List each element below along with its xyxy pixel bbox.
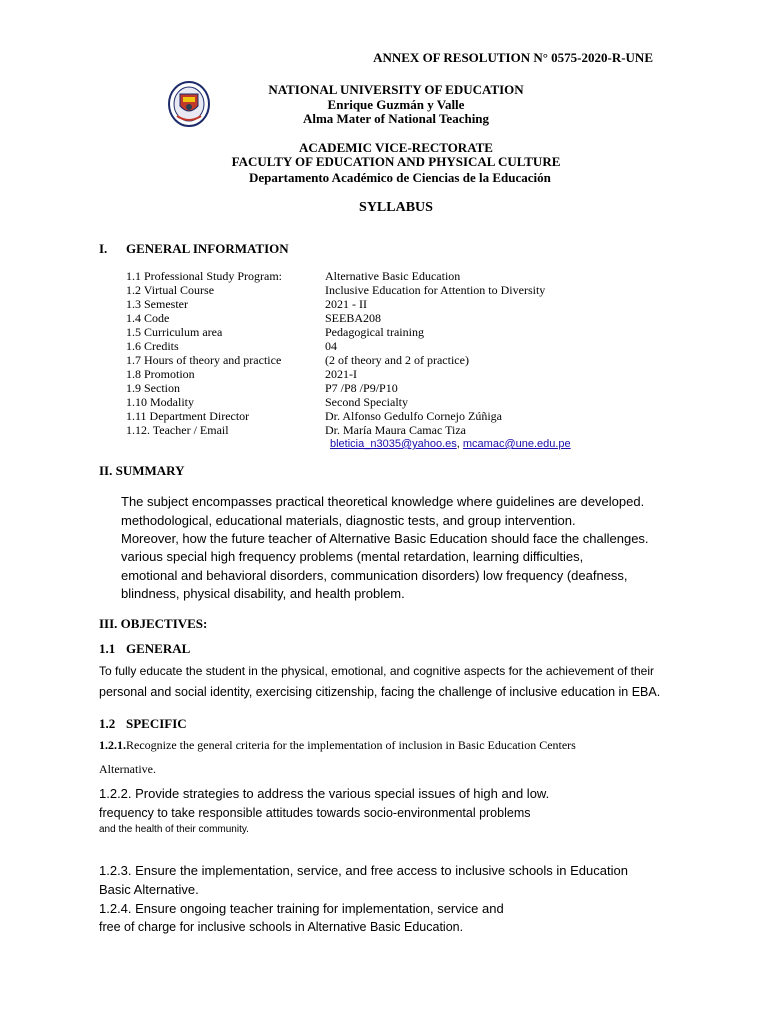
info-value: SEEBA208 (325, 311, 382, 325)
section-heading-objectives: III. OBJECTIVES: (99, 616, 208, 631)
info-value: Pedagogical training (325, 325, 424, 339)
university-motto: Alma Mater of National Teaching (302, 111, 490, 126)
document-title: SYLLABUS (359, 200, 433, 215)
summary-line: emotional and behavioral disorders, communication disorders) low frequency (deafness, (121, 568, 628, 583)
email-link-une[interactable]: mcamac@une.edu.pe (462, 438, 571, 450)
specific-objective-2-line: 1.2.2. Provide strategies to address the various special issues of high and low. (99, 786, 550, 801)
info-label: 1.4 Code (126, 311, 170, 325)
subsection-heading-general: GENERAL (126, 641, 191, 656)
section-heading-general-info: GENERAL INFORMATION (126, 241, 289, 256)
objective-number: 1.2.1. (99, 738, 126, 752)
info-label: 1.12. Teacher / Email (126, 423, 229, 437)
specific-objective-3-line: 1.2.3. Ensure the implementation, service, and free access to inclusive schools in Education (99, 863, 628, 878)
info-label: 1.3 Semester (126, 297, 188, 311)
subsection-number: 1.2 (99, 716, 116, 731)
specific-objective-4-line: free of charge for inclusive schools in Alternative Basic Education. (99, 920, 464, 934)
info-value: Inclusive Education for Attention to Diversity (325, 283, 546, 297)
info-label: 1.9 Section (126, 381, 180, 395)
faculty-name: FACULTY OF EDUCATION AND PHYSICAL CULTURE (231, 154, 561, 169)
annex-resolution: ANNEX OF RESOLUTION N° 0575-2020-R-UNE (373, 50, 653, 65)
email-separator: , (456, 438, 460, 450)
info-value: Dr. María Maura Camac Tiza (325, 423, 466, 437)
university-name: NATIONAL UNIVERSITY OF EDUCATION (268, 82, 524, 97)
department-name: Departamento Académico de Ciencias de la Educación (249, 170, 551, 185)
objective-text: Recognize the general criteria for the implementation of inclusion in Basic Education Centers (126, 738, 576, 752)
specific-objective-3-line: Basic Alternative. (99, 882, 199, 897)
info-value: 2021 - II (325, 297, 367, 311)
specific-objective-2-line: frequency to take responsible attitudes towards socio-environmental problems (99, 806, 531, 820)
info-label: 1.2 Virtual Course (126, 283, 215, 297)
teacher-emails (330, 438, 571, 450)
info-value: 2021-I (325, 367, 357, 381)
specific-objective-2-line: and the health of their community. (99, 824, 249, 835)
info-label: 1.5 Curriculum area (126, 325, 223, 339)
email-link-yahoo[interactable]: bleticia_n3035@yahoo.es (330, 438, 457, 450)
specific-objective-1-continued: Alternative. (99, 762, 156, 776)
info-label: 1.10 Modality (126, 395, 194, 409)
info-value: (2 of theory and 2 of practice) (325, 353, 469, 367)
subsection-heading-specific: SPECIFIC (126, 716, 187, 731)
info-label: 1.1 Professional Study Program: (126, 269, 282, 283)
section-heading-summary: II. SUMMARY (99, 463, 185, 478)
summary-line: various special high frequency problems (mental retardation, learning difficulties, (121, 549, 584, 564)
specific-objective-4-line: 1.2.4. Ensure ongoing teacher training for implementation, service and (99, 901, 504, 916)
info-label: 1.11 Department Director (126, 409, 250, 423)
summary-line: The subject encompasses practical theoretical knowledge where guidelines are developed. (121, 494, 645, 509)
general-objective-line: personal and social identity, exercising citizenship, facing the challenge of inclusive education in EBA. (99, 685, 661, 699)
info-value: P7 /P8 /P9/P10 (325, 381, 398, 395)
vice-rectorate: ACADEMIC VICE-RECTORATE (299, 140, 493, 155)
general-objective-line: To fully educate the student in the physical, emotional, and cognitive aspects for the achievement of their (99, 664, 654, 678)
info-value: 04 (325, 339, 337, 353)
university-seal-icon (167, 80, 211, 128)
summary-line: methodological, educational materials, diagnostic tests, and group intervention. (121, 513, 576, 528)
section-number: I. (99, 241, 108, 256)
info-label: 1.7 Hours of theory and practice (126, 353, 282, 367)
specific-objective-1 (99, 738, 576, 753)
summary-line: blindness, physical disability, and health problem. (121, 586, 405, 601)
info-value: Alternative Basic Education (325, 269, 461, 283)
university-namesake: Enrique Guzmán y Valle (327, 97, 465, 112)
info-value: Second Specialty (325, 395, 408, 409)
subsection-number: 1.1 (99, 641, 116, 656)
info-value: Dr. Alfonso Gedulfo Cornejo Zúñiga (325, 409, 502, 423)
summary-line: Moreover, how the future teacher of Alternative Basic Education should face the challenges. (121, 531, 649, 546)
info-label: 1.8 Promotion (126, 367, 195, 381)
info-label: 1.6 Credits (126, 339, 179, 353)
